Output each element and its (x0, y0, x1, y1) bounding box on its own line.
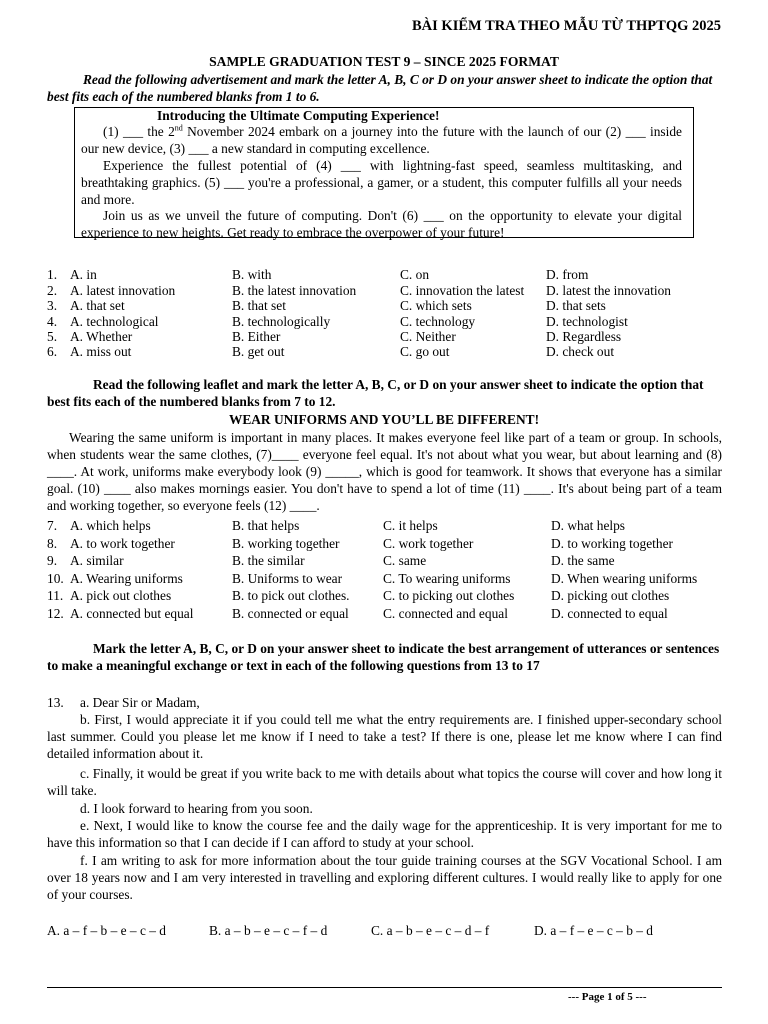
test-title: SAMPLE GRADUATION TEST 9 – SINCE 2025 FORMAT (209, 54, 559, 69)
option-c[interactable]: C. technology (400, 314, 476, 329)
option-a[interactable]: A. Wearing uniforms (70, 571, 183, 586)
sentence-c: c. Finally, it would be great if you write back to me with details about what topics the course will cover and how long it will take. (47, 766, 722, 798)
page-header: BÀI KIỂM TRA THEO MẪU TỪ THPTQG 2025 (412, 18, 721, 34)
question-number: 2. (47, 283, 58, 298)
question-row (0, 605, 768, 621)
advertisement-box (74, 107, 694, 238)
ad-title: Introducing the Ultimate Computing Experience! (157, 108, 440, 123)
option-b[interactable]: B. Uniforms to wear (232, 571, 343, 586)
sentence-d: d. I look forward to hearing from you soon. (80, 801, 313, 816)
option-c[interactable]: C. go out (400, 344, 450, 359)
option-d[interactable]: D. picking out clothes (551, 588, 670, 603)
option-b[interactable]: B. to pick out clothes. (232, 588, 350, 603)
question-row (0, 328, 768, 344)
option-c[interactable]: C. a – b – e – c – d – f (371, 923, 490, 938)
question-number: 1. (47, 267, 58, 282)
question-row (0, 570, 768, 586)
option-b[interactable]: B. working together (232, 536, 340, 551)
option-b[interactable]: B. the latest innovation (232, 283, 357, 298)
option-a[interactable]: A. that set (70, 298, 125, 313)
question-number: 7. (47, 518, 58, 533)
question-number: 9. (47, 553, 58, 568)
question-row (0, 313, 768, 329)
option-d[interactable]: D. a – f – e – c – b – d (534, 923, 653, 938)
option-b[interactable]: B. get out (232, 344, 285, 359)
sentence-b: b. First, I would appreciate it if you could tell me what the entry requirements are. I finished upper-secondary school last summer. Could you please let me know if I need to take a test? If there is one, please let me know where I can find detailed information about it. (47, 712, 722, 761)
option-c[interactable]: C. on (400, 267, 430, 282)
option-d[interactable]: D. what helps (551, 518, 626, 533)
option-a[interactable]: A. technological (70, 314, 159, 329)
question-row (0, 552, 768, 568)
option-c[interactable]: C. same (383, 553, 427, 568)
option-c[interactable]: C. innovation the latest (400, 283, 525, 298)
section3-instruction: Mark the letter A, B, C, or D on your answer sheet to indicate the best arrangement of utterances or sentences to make a meaningful exchange or text in each of the following questions from 13 to 17 (47, 641, 720, 673)
option-b[interactable]: B. with (232, 267, 272, 282)
sentence-e: e. Next, I would like to know the course fee and the daily wage for the apprenticeship. It is very important for me to have this information so that I can decide if I can afford to study at your school. (47, 818, 722, 850)
question-row (0, 297, 768, 313)
option-b[interactable]: B. Either (232, 329, 281, 344)
question-number: 8. (47, 536, 58, 551)
option-d[interactable]: D. connected to equal (551, 606, 668, 621)
question-number: 12. (47, 606, 64, 621)
option-c[interactable]: C. work together (383, 536, 474, 551)
option-d[interactable]: D. to working together (551, 536, 673, 551)
question-13-options (0, 922, 768, 939)
option-a[interactable]: A. to work together (70, 536, 175, 551)
sentence-f: f. I am writing to ask for more information about the tour guide training courses at the SGV Vocational School. I am over 18 years now and I am very interested in travelling and exploring different cultures. I would really like to apply for one of your courses. (47, 853, 722, 902)
option-b[interactable]: B. a – b – e – c – f – d (209, 923, 328, 938)
section2-instruction: Read the following leaflet and mark the letter A, B, C, or D on your answer sheet to indicate the option that best fits each of the numbered blanks from 7 to 12. (47, 377, 704, 409)
question-row (0, 587, 768, 603)
question-number: 11. (47, 588, 64, 603)
option-b[interactable]: B. that helps (232, 518, 300, 533)
option-c[interactable]: C. Neither (400, 329, 456, 344)
question-row (0, 517, 768, 533)
option-b[interactable]: B. that set (232, 298, 286, 313)
option-c[interactable]: C. connected and equal (383, 606, 508, 621)
option-a[interactable]: A. in (70, 267, 97, 282)
question-row (0, 343, 768, 359)
question-number: 3. (47, 298, 58, 313)
option-a[interactable]: A. Whether (70, 329, 133, 344)
option-d[interactable]: D. latest the innovation (546, 283, 671, 298)
page-footer: --- Page 1 of 5 --- (568, 991, 647, 1003)
question-row (0, 282, 768, 298)
option-d[interactable]: D. When wearing uniforms (551, 571, 698, 586)
option-c[interactable]: C. it helps (383, 518, 438, 533)
ad-paragraph-2: Experience the fullest potential of (4) ___ with lightning-fast speed, seamless multitasking, and breathtaking graphics. (5) ___ you're a professional, a gamer, or a student, this computer fulfills all your needs and more. (81, 158, 682, 207)
ad-paragraph-1: (1) ___ the 2nd November 2024 embark on a journey into the future with the launch of our (2) ___ inside our new device, (3) ___ a new standard in computing excellence. (81, 123, 682, 156)
section1-instruction: Read the following advertisement and mark the letter A, B, C or D on your answer sheet to indicate the option that best fits each of the numbered blanks from 1 to 6. (47, 72, 713, 104)
option-a[interactable]: A. latest innovation (70, 283, 176, 298)
question-13-number: 13. (47, 695, 64, 710)
option-d[interactable]: D. the same (551, 553, 615, 568)
question-number: 6. (47, 344, 58, 359)
ad-paragraph-3: Join us as we unveil the future of computing. Don't (6) ___ on the opportunity to elevate your digital experience to new heights. Get ready to embrace the overpower of your future! (81, 208, 682, 240)
option-d[interactable]: D. from (546, 267, 589, 282)
leaflet-title: WEAR UNIFORMS AND YOU’LL BE DIFFERENT! (228, 412, 540, 427)
option-c[interactable]: C. to picking out clothes (383, 588, 515, 603)
option-a[interactable]: A. connected but equal (70, 606, 194, 621)
option-d[interactable]: D. that sets (546, 298, 606, 313)
question-number: 5. (47, 329, 58, 344)
option-b[interactable]: B. connected or equal (232, 606, 349, 621)
option-c[interactable]: C. To wearing uniforms (383, 571, 511, 586)
option-b[interactable]: B. technologically (232, 314, 331, 329)
option-b[interactable]: B. the similar (232, 553, 305, 568)
footer-divider (47, 987, 722, 988)
option-a[interactable]: A. a – f – b – e – c – d (47, 923, 166, 938)
option-d[interactable]: D. technologist (546, 314, 628, 329)
question-row (0, 535, 768, 551)
option-d[interactable]: D. Regardless (546, 329, 622, 344)
sentence-a: a. Dear Sir or Madam, (80, 695, 200, 710)
option-a[interactable]: A. pick out clothes (70, 588, 172, 603)
option-a[interactable]: A. similar (70, 553, 124, 568)
question-number: 10. (47, 571, 64, 586)
option-a[interactable]: A. which helps (70, 518, 151, 533)
leaflet-passage: Wearing the same uniform is important in many places. It makes everyone feel like part of a team or group. In schools, when students wear the same clothes, (7)____ everyone feel equal. It's not about what you wear, but about learning and (8) ____. At work, uniforms make everybody look (9) _____, which is good for teamwork. It shows that everyone has a similar goal. (10) ____ also makes mornings easier. You don't have to spend a lot of time (11) ____. It's about being part of a team and working together, so everyone feels (12) ____. (47, 430, 722, 513)
option-c[interactable]: C. which sets (400, 298, 472, 313)
question-row (0, 266, 768, 282)
option-a[interactable]: A. miss out (70, 344, 132, 359)
option-d[interactable]: D. check out (546, 344, 615, 359)
question-number: 4. (47, 314, 58, 329)
